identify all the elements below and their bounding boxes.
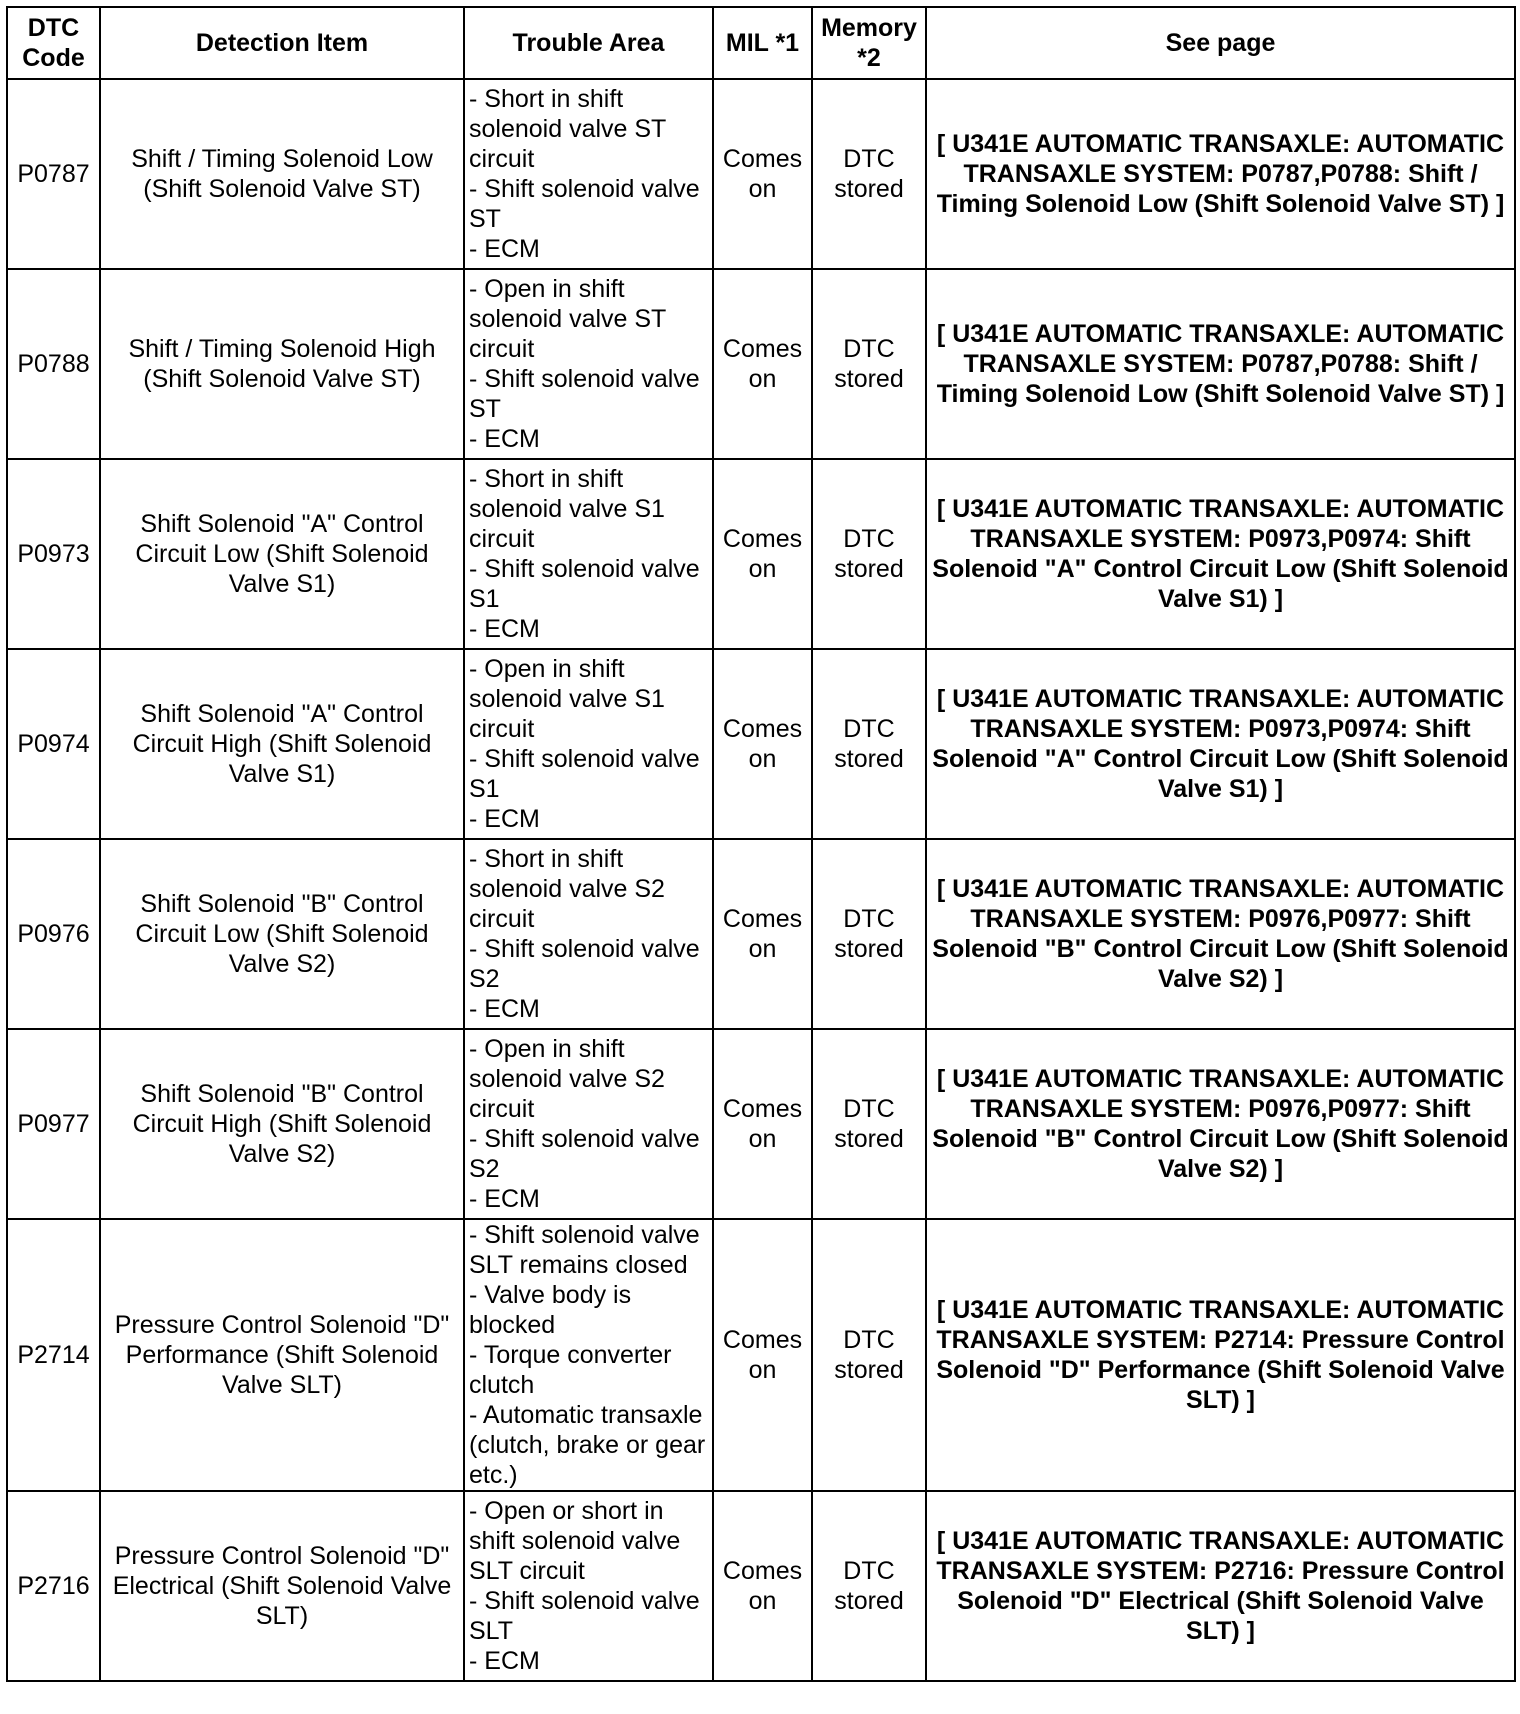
detection-item-cell: Shift / Timing Solenoid Low (Shift Solenoid Valve ST) — [100, 79, 464, 269]
trouble-area-line: - ECM — [469, 615, 540, 643]
trouble-area-line: - Shift solenoid valve S1 — [469, 555, 700, 613]
detection-item-cell: Pressure Control Solenoid "D" Electrical (Shift Solenoid Valve SLT) — [100, 1491, 464, 1681]
trouble-area-line: - ECM — [469, 425, 540, 453]
memory-cell: DTC stored — [812, 269, 926, 459]
see-page-link: [ U341E AUTOMATIC TRANSAXLE: AUTOMATIC TRANSAXLE SYSTEM: P0976,P0977: Shift Solenoid "B" Control Circuit Low (Shift Solenoid Valve S2) ] — [926, 1029, 1515, 1219]
trouble-area-cell — [464, 459, 713, 649]
mil-cell: Comes on — [713, 269, 812, 459]
mil-cell: Comes on — [713, 1219, 812, 1491]
trouble-area-cell — [464, 1029, 713, 1219]
memory-cell: DTC stored — [812, 839, 926, 1029]
see-page-link: [ U341E AUTOMATIC TRANSAXLE: AUTOMATIC TRANSAXLE SYSTEM: P0973,P0974: Shift Solenoid "A" Control Circuit Low (Shift Solenoid Valve S1) ] — [926, 459, 1515, 649]
memory-cell: DTC stored — [812, 649, 926, 839]
dtc-code-cell: P0788 — [7, 269, 100, 459]
detection-item-cell: Shift Solenoid "B" Control Circuit High (Shift Solenoid Valve S2) — [100, 1029, 464, 1219]
header-detection-item: Detection Item — [100, 7, 464, 79]
memory-cell: DTC stored — [812, 1491, 926, 1681]
dtc-code-cell: P2714 — [7, 1219, 100, 1491]
trouble-area-line: - Open in shift solenoid valve S1 circuit — [469, 655, 665, 743]
trouble-area-cell — [464, 79, 713, 269]
trouble-area-line: - Shift solenoid valve S2 — [469, 935, 700, 993]
detection-item-cell: Shift Solenoid "A" Control Circuit High (Shift Solenoid Valve S1) — [100, 649, 464, 839]
trouble-area-line: - Torque converter clutch — [469, 1341, 672, 1399]
memory-cell: DTC stored — [812, 1219, 926, 1491]
see-page-link: [ U341E AUTOMATIC TRANSAXLE: AUTOMATIC TRANSAXLE SYSTEM: P0787,P0788: Shift / Timing Solenoid Low (Shift Solenoid Valve ST) ] — [926, 269, 1515, 459]
header-trouble-area: Trouble Area — [464, 7, 713, 79]
detection-item-cell: Pressure Control Solenoid "D" Performance (Shift Solenoid Valve SLT) — [100, 1219, 464, 1491]
trouble-area-line: - Short in shift solenoid valve S1 circuit — [469, 465, 665, 553]
trouble-area-line: - Shift solenoid valve ST — [469, 365, 700, 423]
table-row — [7, 1491, 1515, 1681]
trouble-area-line: - Open or short in shift solenoid valve SLT circuit — [469, 1497, 681, 1585]
trouble-area-cell — [464, 839, 713, 1029]
dtc-code-cell: P0787 — [7, 79, 100, 269]
trouble-area-cell — [464, 649, 713, 839]
see-page-link: [ U341E AUTOMATIC TRANSAXLE: AUTOMATIC TRANSAXLE SYSTEM: P0973,P0974: Shift Solenoid "A" Control Circuit Low (Shift Solenoid Valve S1) ] — [926, 649, 1515, 839]
memory-cell: DTC stored — [812, 459, 926, 649]
trouble-area-line: - ECM — [469, 995, 540, 1023]
mil-cell: Comes on — [713, 839, 812, 1029]
mil-cell: Comes on — [713, 649, 812, 839]
trouble-area-line: - ECM — [469, 1647, 540, 1675]
mil-cell: Comes on — [713, 79, 812, 269]
detection-item-cell: Shift Solenoid "A" Control Circuit Low (Shift Solenoid Valve S1) — [100, 459, 464, 649]
trouble-area-line: - Open in shift solenoid valve ST circuit — [469, 275, 666, 363]
mil-cell: Comes on — [713, 1491, 812, 1681]
table-row — [7, 269, 1515, 459]
table-row — [7, 649, 1515, 839]
see-page-link: [ U341E AUTOMATIC TRANSAXLE: AUTOMATIC TRANSAXLE SYSTEM: P2716: Pressure Control Solenoid "D" Electrical (Shift Solenoid Valve SLT) ] — [926, 1491, 1515, 1681]
header-memory: Memory *2 — [812, 7, 926, 79]
detection-item-cell: Shift Solenoid "B" Control Circuit Low (Shift Solenoid Valve S2) — [100, 839, 464, 1029]
trouble-area-line: - Open in shift solenoid valve S2 circuit — [469, 1035, 665, 1123]
table-row — [7, 839, 1515, 1029]
table-row — [7, 1029, 1515, 1219]
table-row — [7, 79, 1515, 269]
dtc-table — [6, 6, 1516, 1682]
table-row — [7, 459, 1515, 649]
trouble-area-line: - Automatic transaxle (clutch, brake or gear etc.) — [469, 1401, 706, 1489]
trouble-area-cell — [464, 1491, 713, 1681]
trouble-area-line: - Shift solenoid valve ST — [469, 175, 700, 233]
see-page-link: [ U341E AUTOMATIC TRANSAXLE: AUTOMATIC TRANSAXLE SYSTEM: P2714: Pressure Control Solenoid "D" Performance (Shift Solenoid Valve SLT) ] — [926, 1219, 1515, 1491]
dtc-code-cell: P0974 — [7, 649, 100, 839]
header-dtc-code: DTC Code — [7, 7, 100, 79]
dtc-code-cell: P2716 — [7, 1491, 100, 1681]
trouble-area-line: - Shift solenoid valve S1 — [469, 745, 700, 803]
header-row — [7, 7, 1515, 79]
trouble-area-line: - Valve body is blocked — [469, 1281, 632, 1339]
trouble-area-cell — [464, 269, 713, 459]
table-body — [7, 79, 1515, 1681]
trouble-area-line: - Short in shift solenoid valve S2 circuit — [469, 845, 665, 933]
table-header — [7, 7, 1515, 79]
see-page-link: [ U341E AUTOMATIC TRANSAXLE: AUTOMATIC TRANSAXLE SYSTEM: P0787,P0788: Shift / Timing Solenoid Low (Shift Solenoid Valve ST) ] — [926, 79, 1515, 269]
detection-item-cell: Shift / Timing Solenoid High (Shift Solenoid Valve ST) — [100, 269, 464, 459]
trouble-area-cell — [464, 1219, 713, 1491]
mil-cell: Comes on — [713, 1029, 812, 1219]
header-mil: MIL *1 — [713, 7, 812, 79]
trouble-area-line: - ECM — [469, 235, 540, 263]
mil-cell: Comes on — [713, 459, 812, 649]
trouble-area-line: - Short in shift solenoid valve ST circuit — [469, 85, 666, 173]
see-page-link: [ U341E AUTOMATIC TRANSAXLE: AUTOMATIC TRANSAXLE SYSTEM: P0976,P0977: Shift Solenoid "B" Control Circuit Low (Shift Solenoid Valve S2) ] — [926, 839, 1515, 1029]
table-row — [7, 1219, 1515, 1491]
trouble-area-line: - Shift solenoid valve S2 — [469, 1125, 700, 1183]
header-see-page: See page — [926, 7, 1515, 79]
memory-cell: DTC stored — [812, 79, 926, 269]
trouble-area-line: - Shift solenoid valve SLT remains closed — [469, 1221, 700, 1279]
memory-cell: DTC stored — [812, 1029, 926, 1219]
trouble-area-line: - Shift solenoid valve SLT — [469, 1587, 700, 1645]
dtc-code-cell: P0976 — [7, 839, 100, 1029]
trouble-area-line: - ECM — [469, 805, 540, 833]
dtc-code-cell: P0977 — [7, 1029, 100, 1219]
trouble-area-line: - ECM — [469, 1185, 540, 1213]
dtc-code-cell: P0973 — [7, 459, 100, 649]
